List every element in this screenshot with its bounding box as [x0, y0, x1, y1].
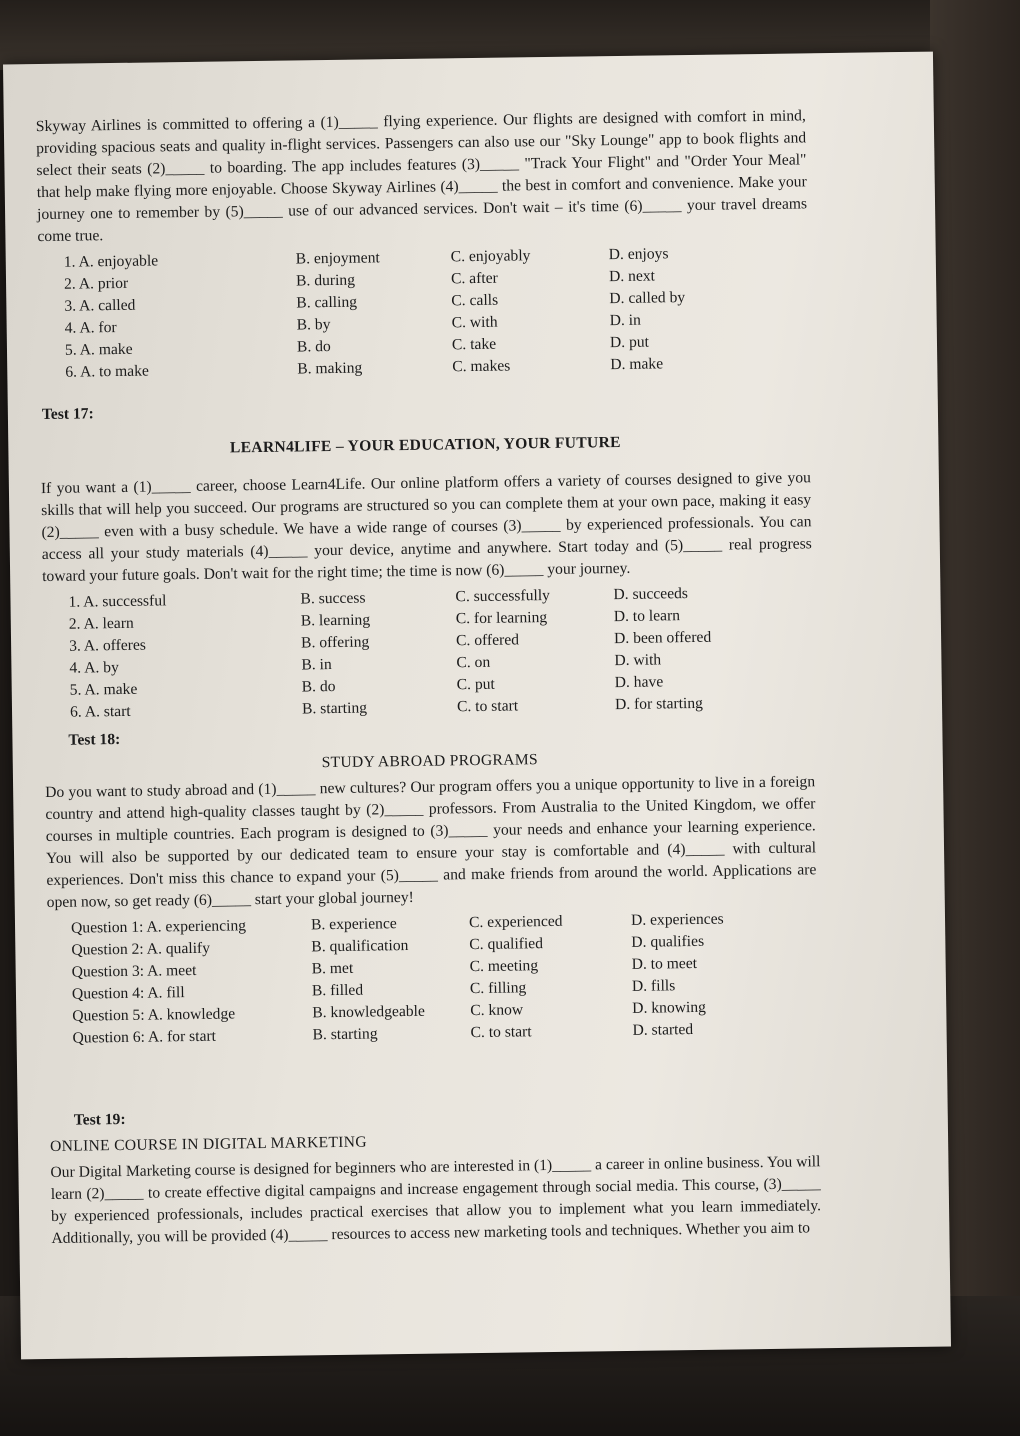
option: 1. A. successful — [68, 592, 167, 611]
option: B. starting — [301, 699, 368, 718]
option: Question 1: A. experiencing — [70, 917, 247, 937]
option: B. success — [300, 589, 366, 608]
option: Question 4: A. fill — [71, 984, 185, 1003]
option: Question 5: A. knowledge — [72, 1005, 236, 1025]
option: D. with — [614, 651, 662, 670]
option: C. to start — [456, 697, 519, 716]
option: D. next — [608, 267, 656, 286]
test-label: Test 17: — [41, 405, 94, 424]
option: C. calls — [451, 291, 499, 310]
option: B. calling — [296, 293, 358, 312]
option: B. enjoyment — [295, 249, 380, 268]
option: D. have — [614, 673, 664, 692]
option: C. with — [451, 313, 498, 332]
option: Question 6: A. for start — [72, 1027, 217, 1047]
option: 4. A. for — [64, 318, 117, 337]
option: D. enjoys — [608, 245, 669, 264]
option: D. been offered — [613, 628, 712, 648]
option: C. to start — [470, 1023, 532, 1042]
option: C. put — [456, 675, 495, 694]
option: C. meeting — [469, 957, 539, 976]
option: C. qualified — [469, 935, 544, 954]
test-section-17 — [40, 393, 814, 724]
option: 3. A. offeres — [69, 636, 147, 655]
option: B. experience — [310, 915, 397, 934]
option: C. offered — [455, 631, 520, 650]
option: 3. A. called — [64, 296, 136, 315]
option: C. on — [456, 653, 491, 672]
option: B. offering — [300, 633, 370, 652]
passage-skyway-airlines: Skyway Airlines is committed to offering a (1)_____ flying experience. Our flights are designed with comfort in mind, providing spacious seats and quality in-flight services. Passengers can also use our "Sky Lounge" app to book flights and select their seats (2)_____ to boarding. The app includes features (3)_____ "Track Your Flight" and "Order Your Meal" that help make flying more enjoyable. Choose Skyway Airlines (4)_____ the best in comfort and convenience. Make your journey one to remember by (5)_____ use of our advanced services. Don't wait – it's time (6)_____ your travel dreams come true. — [35, 107, 808, 246]
option: C. know — [470, 1001, 524, 1020]
option: B. qualification — [311, 936, 409, 956]
option: C. for learning — [455, 609, 548, 628]
option: B. by — [296, 316, 331, 334]
question-list — [64, 241, 810, 383]
test-title: LEARN4LIFE – YOUR EDUCATION, YOUR FUTURE — [229, 433, 621, 457]
option: B. met — [311, 959, 354, 978]
option: 6. A. start — [69, 702, 131, 721]
passage-learn4life: If you want a (1)_____ career, choose Learn4Life. Our online platform offers a variety of courses designed to give you skills that will help you succeed. Our programs are structured so you can complete them at your own pace, making it easy (2)_____ even with a busy schedule. We have a wide range of courses (3)_____ by experienced professionals. You can access all your study materials (4)_____ your device, anytime and anywhere. Start today and (5)_____ real progress toward your future goals. Don't wait for the right time; the time is now (6)_____ your journey. — [40, 469, 812, 586]
test-label: Test 18: — [68, 730, 121, 749]
option: B. filled — [311, 981, 364, 1000]
option: D. for starting — [614, 694, 704, 714]
option: C. experienced — [468, 912, 563, 932]
option: D. fills — [631, 977, 676, 995]
option: D. to learn — [613, 607, 681, 626]
option: C. makes — [452, 357, 511, 376]
worksheet-content — [36, 105, 822, 1250]
option: C. filling — [469, 979, 527, 998]
option: B. during — [295, 271, 356, 290]
option: D. started — [632, 1021, 694, 1039]
option: D. to meet — [631, 954, 698, 973]
test-section-18 — [44, 719, 818, 1050]
spacer — [49, 1039, 820, 1104]
option: C. after — [450, 269, 498, 288]
option: 1. A. enjoyable — [63, 252, 159, 271]
option: 4. A. by — [69, 658, 119, 677]
option: Question 3: A. meet — [71, 961, 197, 981]
option: D. called by — [609, 289, 686, 308]
option: B. starting — [312, 1025, 378, 1044]
passage-study-abroad: Do you want to study abroad and (1)_____ new cultures? Our program offers you a unique opportunity to live in a foreign country and attend high-quality classes taught by (2)_____ professors. From Australia to the United Kingdom, we offer courses in multiple countries. Each program is designed to (3)_____ your needs and enhance your learning experience. You will also be supported by our dedicated team to ensure your stay is comfortable and (4)_____ with cultural experiences. Don't miss this chance to expand your (5)_____ and make friends from around the world. Applications are open now, so get ready (6)_____ start your global journey! — [45, 773, 817, 912]
option: 6. A. to make — [65, 362, 150, 381]
option: D. experiences — [630, 910, 724, 929]
option: D. qualifies — [631, 932, 705, 951]
test-label: Test 19: — [73, 1110, 126, 1129]
test-section-19 — [50, 1099, 822, 1250]
question-list — [68, 581, 814, 723]
option: B. do — [301, 677, 336, 696]
option: D. succeeds — [613, 585, 689, 604]
test-title: STUDY ABROAD PROGRAMS — [321, 751, 539, 772]
worksheet-paper — [3, 52, 951, 1360]
option: C. successfully — [455, 586, 551, 606]
option: D. knowing — [632, 998, 706, 1017]
option: C. take — [451, 335, 497, 354]
option: D. put — [609, 333, 650, 352]
passage-digital-marketing: Our Digital Marketing course is designed for beginners who are interested in (1)_____ a career in online business. You will learn (2)_____ to create effective digital campaigns and increase engagement through social media. This course, (3)_____ by experienced professionals, includes practical exercises that allow you to implement what you learn immediately. Additionally, you will be provided (4)_____ resources to access new marketing tools and techniques. Whether you aim to — [50, 1153, 822, 1247]
option: B. in — [301, 656, 332, 674]
option: B. making — [297, 359, 363, 378]
test-title: ONLINE COURSE IN DIGITAL MARKETING — [49, 1133, 367, 1156]
option: D. make — [610, 355, 664, 374]
option: B. knowledgeable — [312, 1002, 425, 1022]
option: 5. A. make — [64, 340, 133, 359]
option: C. enjoyably — [450, 247, 531, 266]
test-section-skyway — [36, 105, 810, 384]
option: Question 2: A. qualify — [71, 939, 211, 959]
option: 5. A. make — [69, 680, 138, 699]
option: 2. A. prior — [63, 274, 129, 293]
option: 2. A. learn — [68, 614, 134, 633]
question-list — [71, 907, 819, 1049]
option: B. do — [296, 338, 331, 356]
option: D. in — [609, 311, 641, 330]
option: B. learning — [300, 611, 371, 630]
